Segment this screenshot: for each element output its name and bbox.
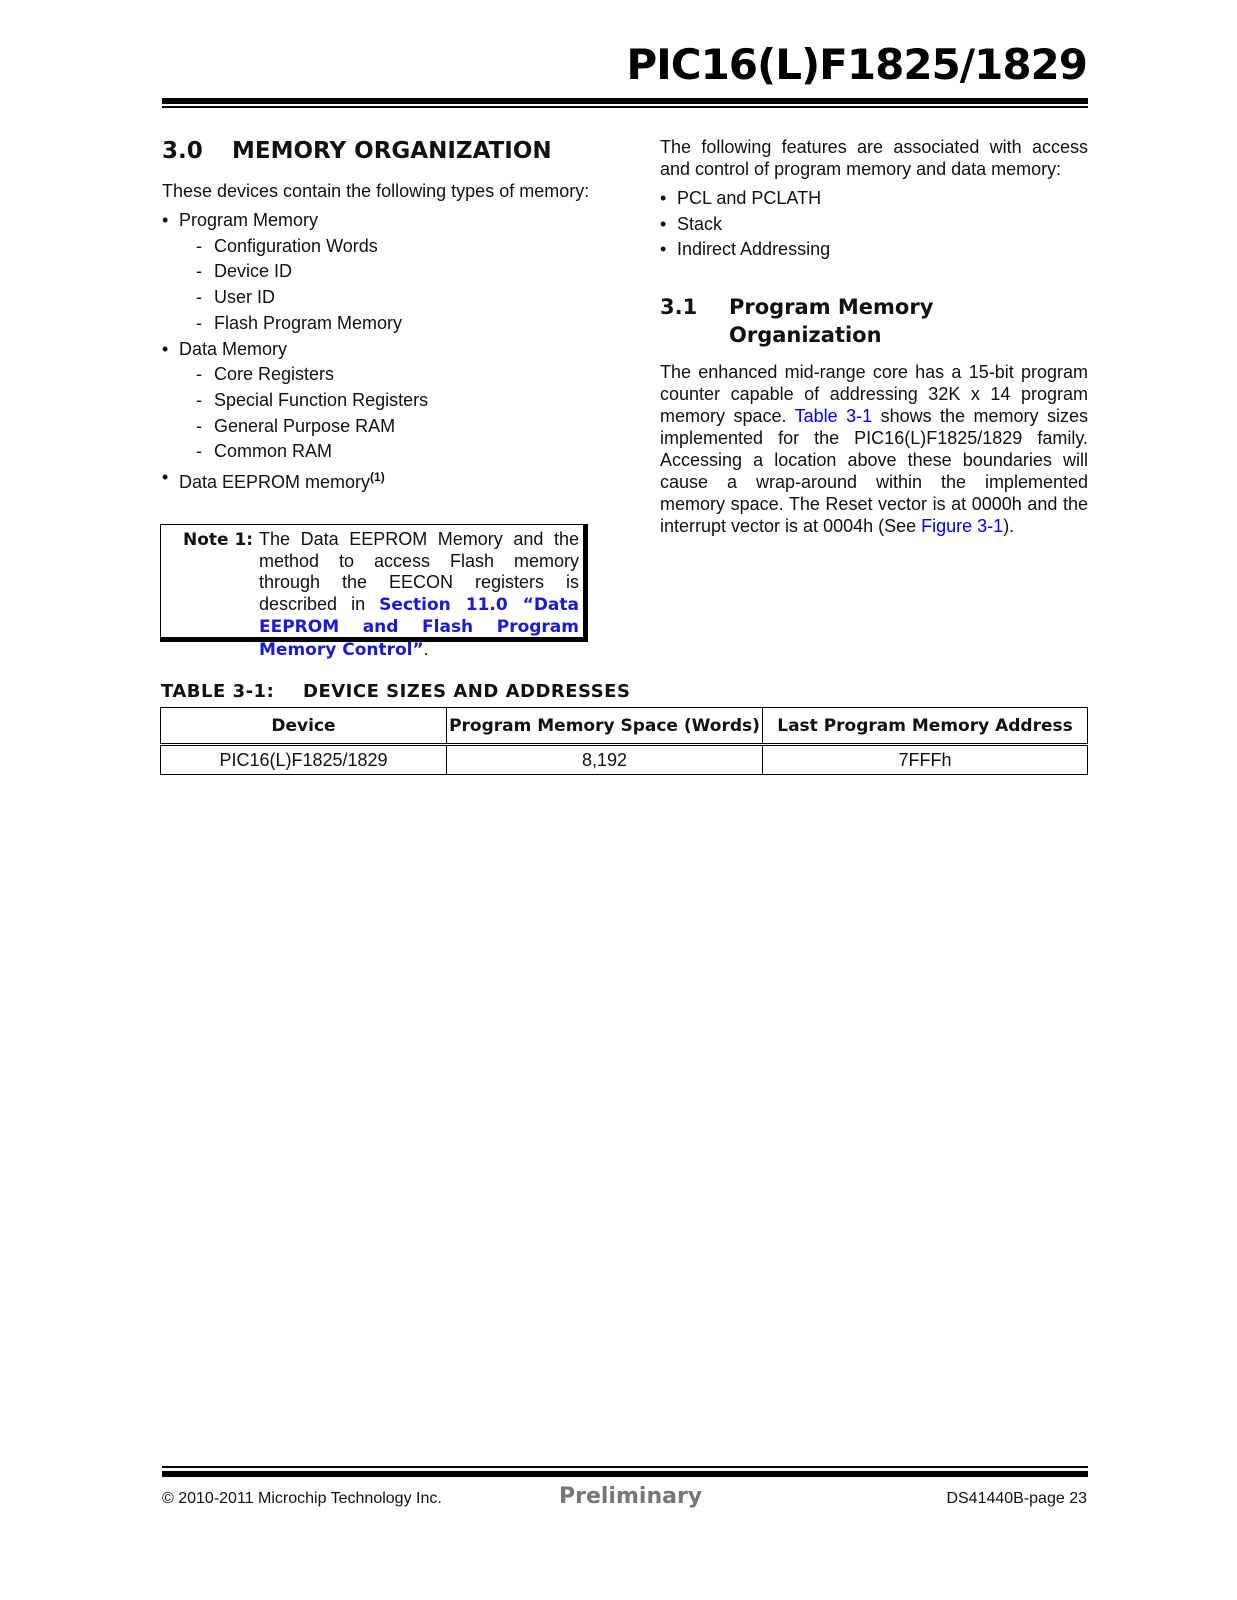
paragraph-text: ). bbox=[1003, 516, 1015, 537]
table-title bbox=[161, 681, 630, 702]
footer-page-number: DS41440B-page 23 bbox=[946, 1490, 1087, 1507]
table-link[interactable]: Table 3-1 bbox=[794, 406, 873, 427]
subsection-heading bbox=[660, 293, 1088, 349]
header-rule-thin bbox=[162, 106, 1088, 108]
table-row bbox=[161, 745, 1088, 775]
features-intro: The following features are associated with access and control of program memory and data memory: bbox=[660, 137, 1088, 179]
features-list bbox=[660, 186, 1088, 263]
table-cell: 7FFFh bbox=[763, 745, 1088, 775]
footnote-ref: (1) bbox=[370, 470, 385, 485]
sub-list-item: - Common RAM bbox=[179, 439, 592, 465]
sub-list-item: - Flash Program Memory bbox=[179, 311, 592, 337]
sub-list-item: - General Purpose RAM bbox=[179, 414, 592, 440]
sub-list-item: - Device ID bbox=[179, 259, 592, 285]
list-item: • Stack bbox=[660, 212, 1088, 238]
footer-rule-thin bbox=[162, 1466, 1088, 1468]
figure-link[interactable]: Figure 3-1 bbox=[921, 516, 1004, 537]
list-item-label: Data Memory bbox=[179, 338, 288, 359]
section-title: MEMORY ORGANIZATION bbox=[232, 138, 552, 164]
footer-rule bbox=[162, 1471, 1088, 1477]
table-header-row bbox=[161, 708, 1088, 745]
section-heading bbox=[162, 136, 592, 166]
sub-list-item: - Configuration Words bbox=[179, 234, 592, 260]
note-text bbox=[259, 529, 579, 661]
list-item-label: Data EEPROM memory bbox=[179, 472, 371, 493]
list-item: • PCL and PCLATH bbox=[660, 186, 1088, 212]
table-cell: 8,192 bbox=[447, 745, 763, 775]
table-cell: PIC16(L)F1825/1829 bbox=[161, 745, 447, 775]
left-column bbox=[162, 136, 592, 496]
table-header-cell: Last Program Memory Address bbox=[763, 708, 1088, 745]
paragraph-text: shows the memory sizes implemented for the PIC16(L)F1825/1829 family. Accessing a location above these boundaries will cause a wrap-around within the implemented memory space. The Reset vector is at 0000h and the interrupt vector is at 0004h (See bbox=[660, 406, 1088, 537]
list-item bbox=[162, 337, 592, 466]
footer-status: Preliminary bbox=[559, 1484, 703, 1509]
device-sizes-table bbox=[160, 707, 1088, 775]
note-body: The Data EEPROM Memory and the method to access Flash memory through the EECON registers is described in bbox=[259, 529, 579, 614]
list-item bbox=[162, 465, 592, 496]
subsection-number: 3.1 bbox=[660, 295, 698, 320]
table-number: TABLE 3-1: bbox=[161, 681, 275, 702]
sub-list bbox=[179, 362, 592, 465]
note-suffix: . bbox=[423, 638, 429, 659]
sub-list bbox=[179, 234, 592, 337]
note-label: Note 1: bbox=[183, 530, 254, 550]
subsection-paragraph bbox=[660, 361, 1088, 537]
document-title: PIC16(L)F1825/1829 bbox=[626, 40, 1087, 89]
table-header-cell: Program Memory Space (Words) bbox=[447, 708, 763, 745]
subsection-title: Program Memory Organization bbox=[728, 295, 934, 348]
list-item: • Indirect Addressing bbox=[660, 237, 1088, 263]
table-caption: DEVICE SIZES AND ADDRESSES bbox=[303, 681, 631, 702]
list-item bbox=[162, 208, 592, 337]
section-number: 3.0 bbox=[162, 138, 203, 164]
memory-type-list bbox=[162, 208, 592, 496]
sub-list-item: - Core Registers bbox=[179, 362, 592, 388]
section-intro: These devices contain the following types of memory: bbox=[162, 181, 590, 201]
header-rule bbox=[162, 98, 1088, 104]
sub-list-item: - Special Function Registers bbox=[179, 388, 592, 414]
table-header-cell: Device bbox=[161, 708, 447, 745]
note-box bbox=[160, 524, 588, 660]
paragraph-text: The enhanced mid-range core has a 15-bit program counter capable of addressing 32K x 14 program memory space. bbox=[660, 362, 1088, 427]
sub-list-item: - User ID bbox=[179, 285, 592, 311]
footer-copyright: © 2010-2011 Microchip Technology Inc. bbox=[162, 1490, 442, 1507]
right-column bbox=[660, 136, 1088, 537]
note-section-link[interactable]: Section 11.0 “Data EEPROM and Flash Program Memory Control” bbox=[259, 594, 579, 660]
list-item-label: Program Memory bbox=[179, 210, 319, 230]
